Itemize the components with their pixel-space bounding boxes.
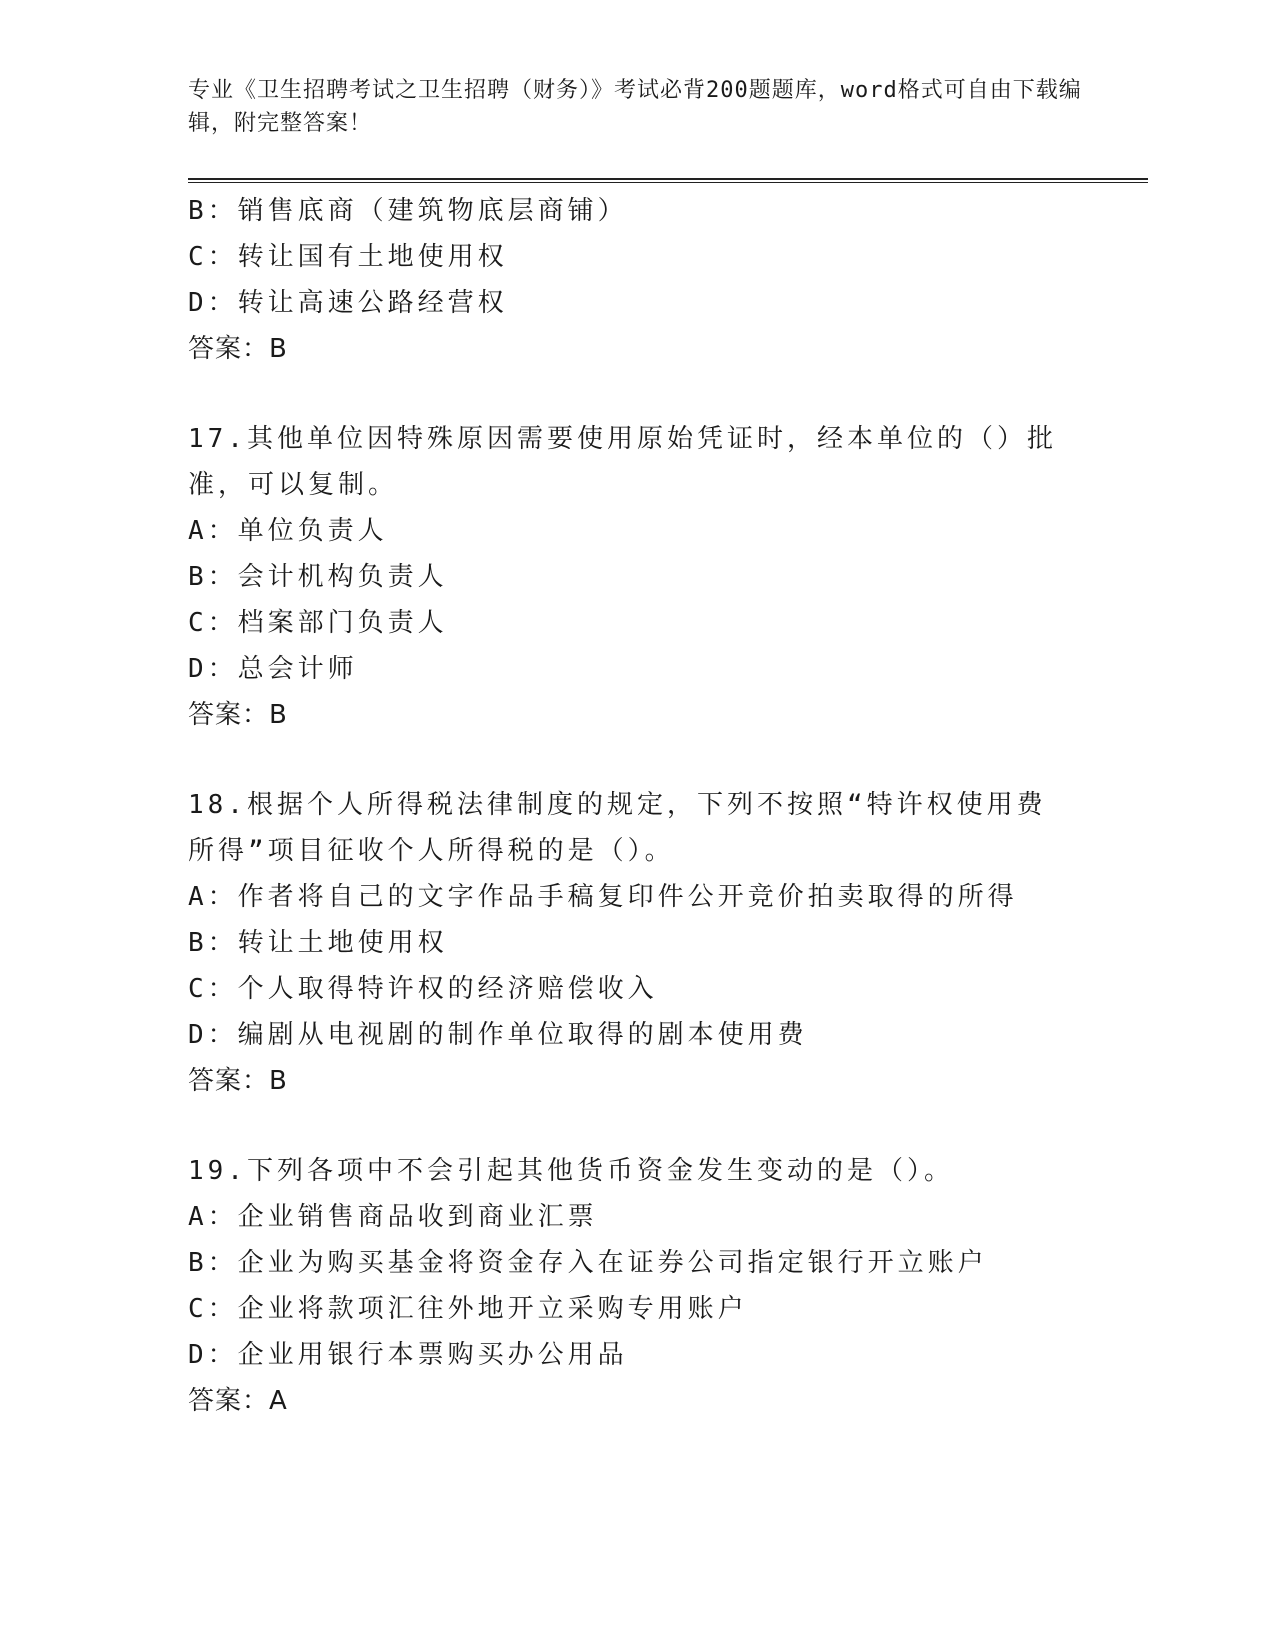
option-b: B：销售底商（建筑物底层商铺） [188, 196, 628, 226]
continued-question [188, 188, 1148, 372]
answer-line: 答案：B [188, 700, 288, 730]
option-a: A：单位负责人 [188, 516, 388, 546]
question-19 [188, 1148, 1148, 1424]
option-c: C：企业将款项汇往外地开立采购专用账户 [188, 1294, 748, 1324]
option-a: A：作者将自己的文字作品手稿复印件公开竞价拍卖取得的所得 [188, 882, 1018, 912]
option-b: B：企业为购买基金将资金存入在证券公司指定银行开立账户 [188, 1248, 988, 1278]
option-d: D：转让高速公路经营权 [188, 288, 508, 318]
option-d: D：总会计师 [188, 654, 358, 684]
answer-line: 答案：B [188, 334, 288, 364]
document-header: 专业《卫生招聘考试之卫生招聘（财务）》考试必背200题题库，word格式可自由下载编辑，附完整答案！ [188, 78, 1082, 136]
question-stem: 17.其他单位因特殊原因需要使用原始凭证时，经本单位的（）批准，可以复制。 [188, 424, 1057, 500]
question-list [188, 188, 1148, 1424]
option-d: D：企业用银行本票购买办公用品 [188, 1340, 628, 1370]
option-a: A：企业销售商品收到商业汇票 [188, 1202, 598, 1232]
option-c: C：转让国有土地使用权 [188, 242, 508, 272]
option-c: C：档案部门负责人 [188, 608, 448, 638]
question-stem: 19.下列各项中不会引起其他货币资金发生变动的是（）。 [188, 1156, 954, 1186]
option-b: B：转让土地使用权 [188, 928, 448, 958]
question-17 [188, 416, 1148, 738]
question-stem: 18.根据个人所得税法律制度的规定，下列不按照“特许权使用费所得”项目征收个人所得税的是（）。 [188, 790, 1047, 866]
option-d: D：编剧从电视剧的制作单位取得的剧本使用费 [188, 1020, 808, 1050]
answer-line: 答案：A [188, 1386, 288, 1416]
question-18 [188, 782, 1148, 1104]
header-divider [188, 178, 1148, 183]
document-page [188, 0, 1148, 1650]
option-b: B：会计机构负责人 [188, 562, 448, 592]
option-c: C：个人取得特许权的经济赔偿收入 [188, 974, 658, 1004]
answer-line: 答案：B [188, 1066, 288, 1096]
